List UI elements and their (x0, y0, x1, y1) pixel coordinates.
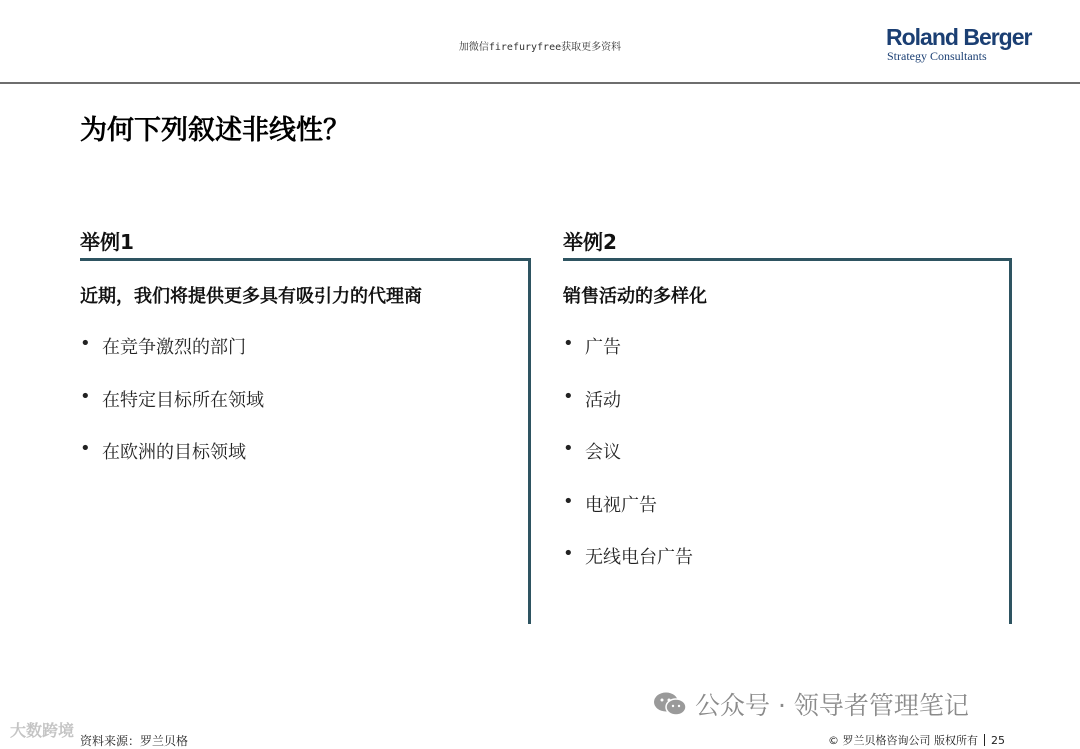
list-item (563, 333, 693, 386)
list-item (563, 491, 693, 544)
header-note: 加微信firefuryfree获取更多资料 (458, 42, 622, 53)
example-2-panel (563, 258, 1012, 624)
example-1-panel (80, 258, 531, 624)
corner-watermark: 大数跨境 (10, 721, 75, 740)
footer-copyright-block (828, 732, 1005, 748)
bullet-text: 活动 (585, 389, 621, 411)
example-2-bullet-list (563, 333, 693, 596)
bullet-dot: • (80, 385, 91, 407)
bullet-text: 在欧洲的目标领域 (102, 442, 246, 463)
page-number: 25 (991, 734, 1005, 747)
bullet-text: 广告 (585, 337, 621, 358)
wechat-icon (653, 691, 687, 723)
roland-berger-logo (886, 26, 1031, 62)
example-1-heading: 近期，我们将提供更多具有吸引力的代理商 (80, 286, 422, 307)
bullet-dot: • (80, 438, 91, 459)
list-item (563, 386, 693, 439)
bullet-dot: • (563, 543, 574, 564)
bullet-text: 在竞争激烈的部门 (102, 337, 246, 358)
header-divider (0, 82, 1080, 84)
watermark-text: 公众号 · 领导者管理笔记 (695, 691, 969, 720)
copyright-text: © 罗兰贝格咨询公司 版权所有 (828, 734, 978, 747)
list-item (80, 386, 264, 439)
bullet-dot: • (563, 438, 574, 459)
example-1-bullet-list (80, 333, 264, 491)
bullet-text: 电视广告 (585, 494, 657, 516)
bullet-text: 无线电台广告 (585, 547, 693, 568)
list-item (563, 543, 693, 596)
list-item (563, 438, 693, 491)
logo-sub-text: Strategy Consultants (887, 49, 987, 63)
source-note: 资料来源：罗兰贝格 (80, 734, 189, 748)
footer-separator (984, 734, 985, 746)
list-item (80, 333, 264, 386)
slide-title: 为何下列叙述非线性？ (80, 115, 350, 146)
logo-main-text: Roland Berger (886, 24, 1032, 50)
example-1-label: 举例1 (80, 230, 134, 254)
bullet-text: 在特定目标所在领域 (102, 389, 264, 411)
wechat-watermark (653, 686, 969, 723)
example-2-label: 举例2 (563, 230, 617, 254)
bullet-dot: • (563, 490, 574, 512)
bullet-text: 会议 (585, 442, 621, 463)
bullet-dot: • (563, 333, 574, 354)
bullet-dot: • (80, 333, 91, 354)
list-item (80, 438, 264, 491)
example-2-heading: 销售活动的多样化 (563, 286, 707, 307)
bullet-dot: • (563, 385, 574, 407)
